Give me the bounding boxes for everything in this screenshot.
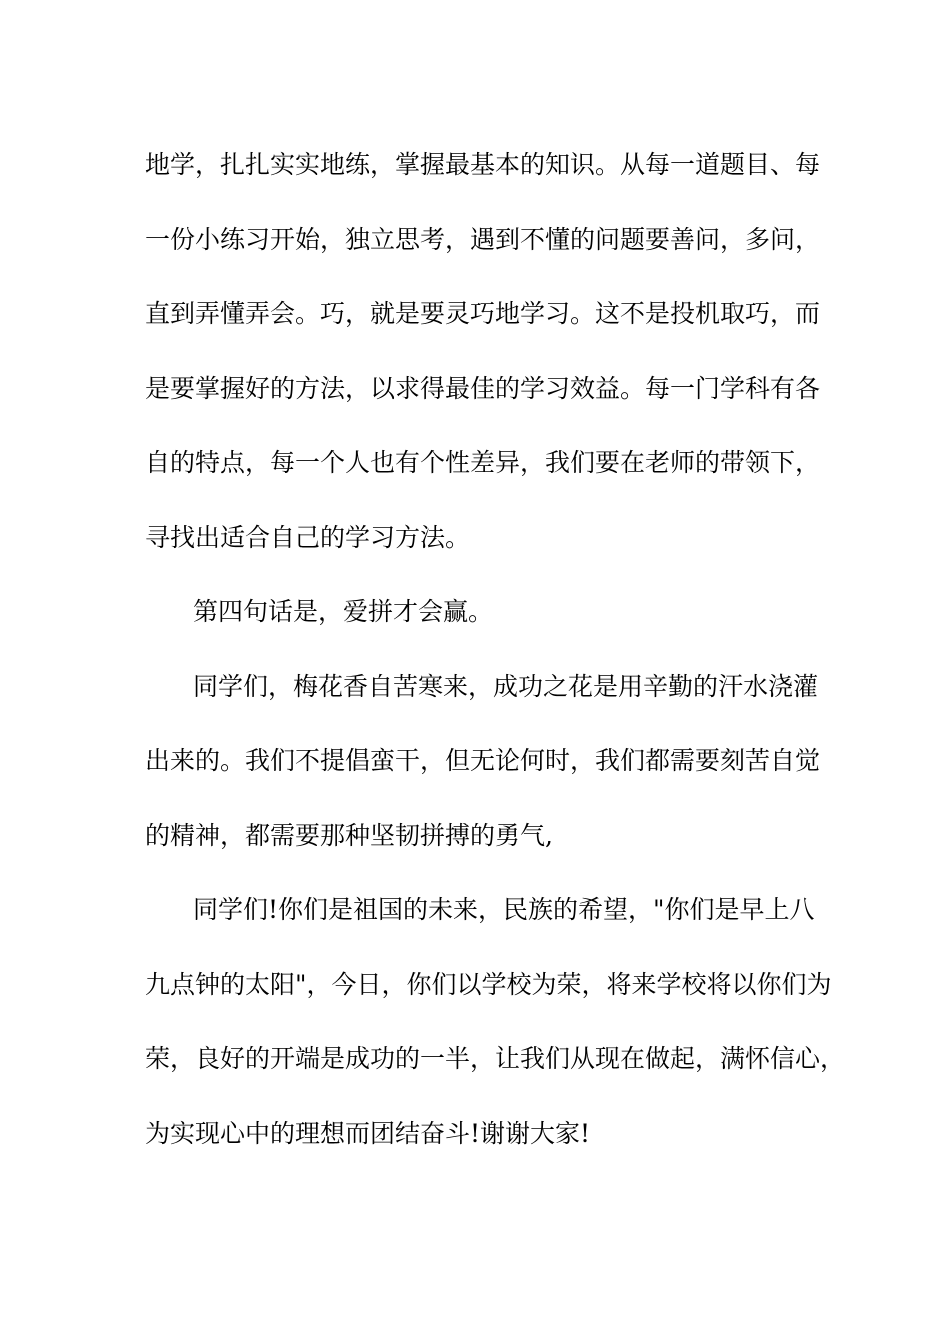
paragraph-heading: 第四句话是，爱拼才会赢。 (193, 597, 494, 626)
text-line: 九点钟的太阳"，今日，你们以学校为荣，将来学校将以你们为 (145, 969, 832, 999)
text-line: 是要掌握好的方法，以求得最佳的学习效益。每一门学科有各 (145, 373, 821, 403)
text-line: 为实现心中的理想而团结奋斗!谢谢大家! (145, 1118, 591, 1148)
text-line: 直到弄懂弄会。巧，就是要灵巧地学习。这不是投机取巧，而 (145, 299, 821, 328)
text-line: 一份小练习开始，独立思考，遇到不懂的问题要善问，多问， (145, 224, 821, 254)
text-line: 同学们!你们是祖国的未来，民族的希望，"你们是早上八 (193, 895, 815, 924)
text-line: 同学们，梅花香自苦寒来，成功之花是用辛勤的汗水浇灌 (193, 671, 819, 701)
text-line: 荣，良好的开端是成功的一半，让我们从现在做起，满怀信心， (145, 1044, 846, 1073)
text-line: 出来的。我们不提倡蛮干，但无论何时，我们都需要刻苦自觉 (145, 746, 821, 775)
text-line: 自的特点，每一个人也有个性差异，我们要在老师的带领下， (145, 448, 821, 477)
text-line: 的精神，都需要那种坚韧拼搏的勇气, (145, 820, 553, 850)
text-line: 地学，扎扎实实地练，掌握最基本的知识。从每一道题目、每 (145, 150, 821, 179)
text-line: 寻找出适合自己的学习方法。 (145, 522, 471, 552)
document-body (145, 128, 846, 1171)
